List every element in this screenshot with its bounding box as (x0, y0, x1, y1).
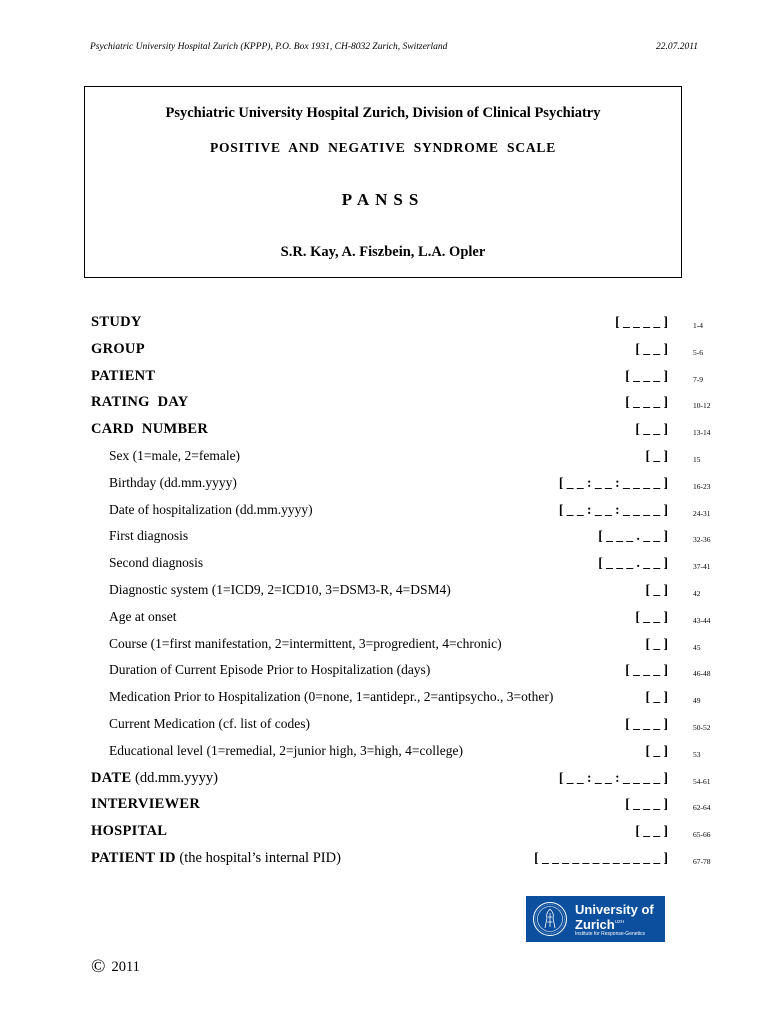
entry-field[interactable]: [ _ ] (645, 581, 668, 597)
entry-field[interactable]: [ _ _ _ ] (625, 796, 668, 812)
form-fields (0, 314, 768, 877)
column-code: 53 (693, 749, 701, 759)
column-code: 42 (693, 588, 701, 598)
field-label: Date of hospitalization (dd.mm.yyyy) (109, 501, 313, 517)
column-code: 46-48 (693, 669, 711, 679)
header-address: Psychiatric University Hospital Zurich (KPPP), P.O. Box 1931, CH-8032 Zurich, Switzerland (90, 42, 448, 52)
field-label: Course (1=first manifestation, 2=intermittent, 3=progredient, 4=chronic) (109, 635, 502, 651)
field-label: STUDY (91, 314, 142, 330)
form-row-sex (0, 448, 768, 475)
form-row-diagnostic-system (0, 582, 768, 609)
field-label: First diagnosis (109, 528, 189, 544)
entry-field[interactable]: [ _ _ _ ] (625, 394, 668, 410)
form-row-group (0, 341, 768, 368)
column-code: 50-52 (693, 722, 711, 732)
form-row-educational-level (0, 743, 768, 770)
entry-field[interactable]: [ _ _ : _ _ : _ _ _ _ ] (558, 769, 668, 785)
form-row-episode-duration (0, 662, 768, 689)
column-code: 15 (693, 454, 701, 464)
column-code: 67-78 (693, 856, 711, 866)
field-label: Birthday (dd.mm.yyyy) (109, 474, 237, 490)
form-row-rating-day (0, 394, 768, 421)
form-row-date (0, 770, 768, 797)
field-label: GROUP (91, 340, 145, 357)
column-code: 54-61 (693, 776, 711, 786)
entry-field[interactable]: [ _ _ : _ _ : _ _ _ _ ] (558, 474, 668, 490)
copyright-year: 2011 (111, 959, 140, 975)
entry-field[interactable]: [ _ _ _ ] (625, 715, 668, 731)
entry-field[interactable]: [ _ ] (645, 635, 668, 651)
column-code: 45 (693, 642, 701, 652)
entry-field[interactable]: [ _ _ ] (635, 340, 668, 356)
field-label: DATE (dd.mm.yyyy) (91, 769, 219, 786)
title-box (84, 86, 682, 278)
form-row-study (0, 314, 768, 341)
field-label: Current Medication (cf. list of codes) (109, 715, 310, 731)
field-label: Age at onset (109, 608, 177, 624)
entry-field[interactable]: [ _ _ _ _ _ _ _ _ _ _ _ _ ] (534, 849, 668, 865)
field-label: PATIENT (91, 367, 156, 384)
field-label: Diagnostic system (1=ICD9, 2=ICD10, 3=DSM3-R, 4=DSM4) (109, 581, 451, 597)
column-code: 1-4 (693, 321, 703, 330)
entry-field[interactable]: [ _ _ _ _ ] (615, 314, 668, 329)
form-row-first-diagnosis (0, 528, 768, 555)
entry-field[interactable]: [ _ _ ] (635, 608, 668, 624)
copyright-icon: © (91, 956, 106, 977)
logo-text-line2: Zurich$^{UZH}$ (575, 917, 624, 932)
logo-text-line3: Institute for Response-Genetics (575, 931, 646, 937)
entry-field[interactable]: [ _ _ _ ] (625, 367, 668, 383)
column-code: 62-64 (693, 803, 711, 813)
column-code: 5-6 (693, 347, 703, 357)
university-logo (526, 896, 665, 942)
field-label: CARD NUMBER (91, 421, 209, 438)
field-label: Duration of Current Episode Prior to Hospitalization (days) (109, 662, 431, 678)
field-label: PATIENT ID (the hospital’s internal PID) (91, 849, 341, 866)
form-row-current-medication (0, 716, 768, 743)
field-label: Educational level (1=remedial, 2=junior high, 3=high, 4=college) (109, 742, 463, 758)
form-row-patient-id (0, 850, 768, 877)
field-label: HOSPITAL (91, 823, 168, 840)
column-code: 32-36 (693, 535, 711, 545)
logo-text-line1: University of (575, 902, 654, 917)
form-row-patient (0, 368, 768, 395)
form-row-interviewer (0, 796, 768, 823)
entry-field[interactable]: [ _ _ ] (635, 421, 668, 437)
scale-title: POSITIVE AND NEGATIVE SYNDROME SCALE (209, 140, 557, 155)
university-seal-icon (532, 901, 568, 937)
column-code: 16-23 (693, 481, 711, 491)
entry-field[interactable]: [ _ _ ] (635, 823, 668, 839)
entry-field[interactable]: [ _ _ : _ _ : _ _ _ _ ] (558, 501, 668, 517)
entry-field[interactable]: [ _ ] (645, 689, 668, 705)
form-row-course (0, 636, 768, 663)
entry-field[interactable]: [ _ ] (645, 742, 668, 758)
column-code: 13-14 (693, 428, 711, 438)
field-label: Sex (1=male, 2=female) (109, 447, 241, 463)
acronym-title: PANSS (341, 190, 425, 209)
column-code: 43-44 (693, 615, 711, 625)
entry-field[interactable]: [ _ _ _ ] (625, 662, 668, 678)
column-code: 65-66 (693, 830, 711, 840)
form-row-card-number (0, 421, 768, 448)
form-row-second-diagnosis (0, 555, 768, 582)
entry-field[interactable]: [ _ _ _ . _ _ ] (598, 528, 668, 544)
field-label: INTERVIEWER (91, 796, 201, 813)
field-label: RATING DAY (91, 394, 189, 411)
field-label: Medication Prior to Hospitalization (0=none, 1=antidepr., 2=antipsycho., 3=other) (109, 689, 554, 705)
institution-title: Psychiatric University Hospital Zurich, Division of Clinical Psychiatry (165, 105, 601, 121)
column-code: 24-31 (693, 508, 711, 518)
field-label: Second diagnosis (109, 555, 204, 571)
column-code: 10-12 (693, 401, 711, 411)
column-code: 7-9 (693, 374, 703, 384)
form-row-prior-medication (0, 689, 768, 716)
entry-field[interactable]: [ _ _ _ . _ _ ] (598, 555, 668, 571)
column-code: 37-41 (693, 562, 711, 572)
form-row-birthday (0, 475, 768, 502)
column-code: 49 (693, 696, 701, 706)
form-row-hospitalization-date (0, 502, 768, 529)
header-date: 22.07.2011 (655, 42, 698, 52)
authors: S.R. Kay, A. Fiszbein, L.A. Opler (280, 244, 486, 260)
form-row-hospital (0, 823, 768, 850)
form-row-age-at-onset (0, 609, 768, 636)
entry-field[interactable]: [ _ ] (645, 447, 668, 463)
copyright (91, 956, 140, 978)
